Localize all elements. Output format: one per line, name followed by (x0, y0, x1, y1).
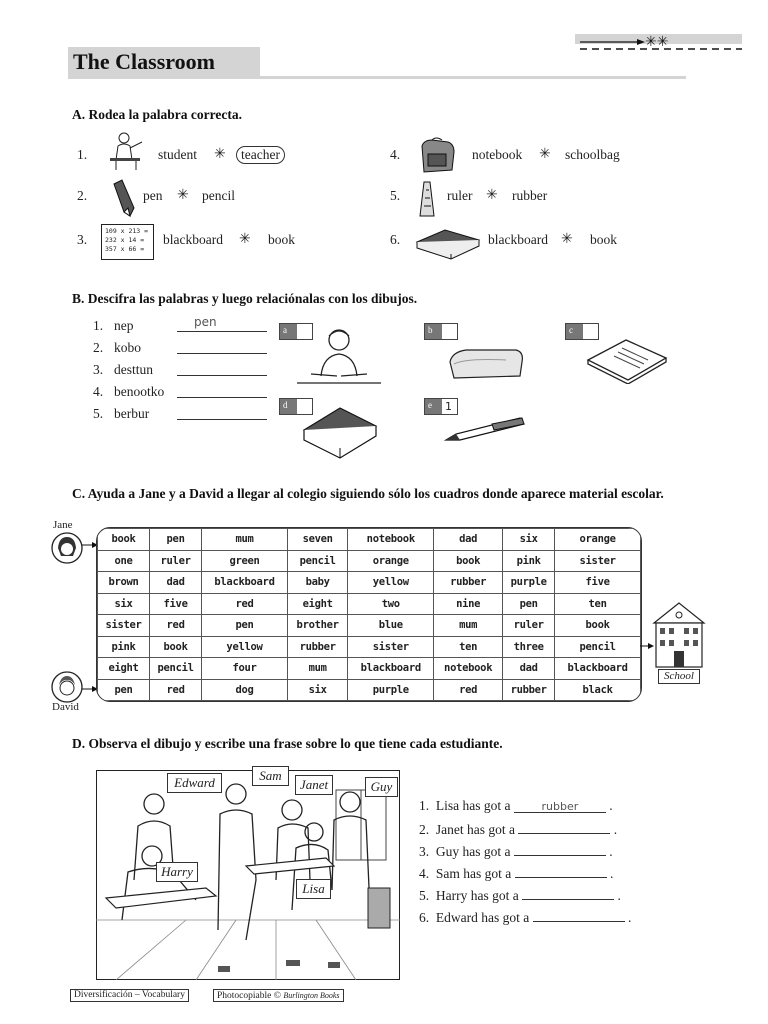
letter-box-b[interactable] (424, 323, 458, 340)
maze-cell[interactable]: blue (348, 615, 434, 637)
letter-box-d-letter: d (280, 399, 297, 414)
maze-cell[interactable]: pink (503, 550, 555, 572)
maze-cell[interactable]: mum (434, 615, 503, 637)
d-sentence-4-text: Sam has got a (435, 866, 512, 881)
b-item-3-number: 3. (93, 362, 104, 377)
d-sentence-3 (419, 843, 613, 860)
maze-cell[interactable]: red (434, 679, 503, 701)
footer-copyright: Photocopiable © (217, 991, 281, 1001)
section-c-title: C. Ayuda a Jane y a David a llegar al colegio siguiendo sólo los cuadros donde aparece material escolar. (72, 486, 664, 501)
a-item-6-word-1[interactable]: blackboard (488, 232, 548, 247)
maze-cell[interactable]: green (202, 550, 288, 572)
d-sentence-1 (419, 798, 613, 814)
d-sentence-6-end: . (627, 910, 632, 925)
b-item-2-word: kobo (114, 340, 141, 355)
maze-cell[interactable]: pen (150, 529, 202, 551)
maze-cell[interactable]: book (434, 550, 503, 572)
student-picture (297, 326, 381, 386)
d-sentence-2-end: . (613, 822, 618, 837)
maze-row (98, 593, 641, 615)
d-sentence-1-answer[interactable]: rubber (514, 800, 606, 813)
maze-cell[interactable]: pen (98, 679, 150, 701)
letter-box-b-value (442, 324, 457, 339)
decorative-arrow-bar (575, 34, 742, 52)
maze-cell[interactable]: notebook (348, 529, 434, 551)
maze-cell[interactable]: purple (348, 679, 434, 701)
page-title-box (68, 47, 260, 79)
maze-cell[interactable]: book (98, 529, 150, 551)
name-tag-janet: Janet (295, 775, 333, 795)
maze-cell[interactable]: yellow (202, 636, 288, 658)
board-line-2: 232 x 14 = (105, 236, 145, 244)
maze-cell[interactable]: rubber (434, 572, 503, 594)
d-sentence-6-text: Edward has got a (435, 910, 530, 925)
goal-label-school: School (658, 669, 700, 684)
start-label-jane: Jane (53, 519, 73, 531)
maze-cell[interactable]: red (202, 593, 288, 615)
maze-cell[interactable]: ten (555, 593, 641, 615)
a-item-5-word-1[interactable]: ruler (447, 188, 473, 203)
b-item-3-answer-line[interactable] (177, 362, 267, 376)
a-item-5-word-2[interactable]: rubber (512, 188, 548, 203)
maze-table (97, 528, 641, 701)
maze-cell[interactable]: nine (434, 593, 503, 615)
board-line-3: 357 x 66 = (105, 245, 145, 253)
notebook-picture (586, 338, 668, 384)
maze-cell[interactable]: book (555, 615, 641, 637)
d-sentence-3-text: Guy has got a (435, 844, 511, 859)
star-icon: ✳ (239, 232, 251, 247)
maze-cell[interactable]: eight (98, 658, 150, 680)
letter-box-b-letter: b (425, 324, 442, 339)
maze-cell[interactable]: six (98, 593, 150, 615)
maze-cell[interactable]: pencil (287, 550, 347, 572)
maze-cell[interactable]: brother (287, 615, 347, 637)
schoolbag-picture (414, 136, 460, 176)
name-tag-edward: Edward (167, 773, 222, 793)
maze-cell[interactable]: dad (503, 658, 555, 680)
pen-picture (442, 414, 526, 444)
maze-cell[interactable]: pencil (555, 636, 641, 658)
b-item-2-number: 2. (93, 340, 104, 355)
b-item-1-word: nep (114, 318, 134, 333)
rubber-picture (446, 346, 526, 382)
name-tag-guy: Guy (365, 777, 398, 797)
maze-cell[interactable]: ten (434, 636, 503, 658)
maze-cell[interactable]: baby (287, 572, 347, 594)
maze-row (98, 679, 641, 701)
d-sentence-4-number: 4. (419, 866, 430, 881)
david-avatar (51, 671, 83, 703)
d-sentence-2-answer[interactable] (518, 821, 610, 834)
d-sentence-2 (419, 821, 617, 838)
a-item-3-word-1[interactable]: blackboard (163, 232, 223, 247)
maze-cell[interactable]: blackboard (348, 658, 434, 680)
d-sentence-5-number: 5. (419, 888, 430, 903)
maze-cell[interactable]: eight (287, 593, 347, 615)
d-sentence-4-end: . (610, 866, 614, 881)
b-item-5-answer-line[interactable] (177, 406, 267, 420)
d-sentence-3-answer[interactable] (514, 843, 606, 856)
page-title: The Classroom (73, 49, 215, 74)
d-sentence-4-answer[interactable] (515, 865, 607, 878)
d-sentence-5 (419, 887, 621, 904)
name-tag-lisa: Lisa (296, 879, 331, 899)
a-item-2-word-2[interactable]: pencil (202, 188, 235, 203)
maze-cell[interactable]: book (150, 636, 202, 658)
pencil-picture (110, 178, 138, 218)
d-sentence-5-end: . (617, 888, 621, 903)
maze-cell[interactable]: red (150, 679, 202, 701)
maze-cell[interactable]: dog (202, 679, 288, 701)
d-sentence-6-answer[interactable] (533, 909, 625, 922)
maze-cell[interactable]: sister (348, 636, 434, 658)
maze-cell[interactable]: sister (555, 550, 641, 572)
letter-box-e[interactable] (424, 398, 458, 415)
star-icon: ✳ (214, 147, 226, 162)
a-item-4-word-1[interactable]: notebook (472, 147, 523, 162)
word-maze-grid (96, 527, 642, 702)
title-rule (260, 76, 686, 79)
maze-cell[interactable]: ruler (503, 615, 555, 637)
b-item-1-number: 1. (93, 318, 104, 333)
maze-cell[interactable]: yellow (348, 572, 434, 594)
maze-cell[interactable]: five (555, 572, 641, 594)
star-icon: ✳ (539, 147, 551, 162)
section-b-title: B. Descifra las palabras y luego relaciónalas con los dibujos. (72, 291, 418, 306)
blackboard-picture (101, 224, 154, 260)
d-sentence-2-text: Janet has got a (435, 822, 515, 837)
ruler-picture (418, 180, 436, 220)
d-sentence-1-number: 1. (419, 798, 430, 813)
star-icon: ✳ (561, 232, 573, 247)
b-item-3-word: desttun (114, 362, 153, 377)
a-item-2-word-1[interactable]: pen (143, 188, 163, 203)
maze-cell[interactable]: five (150, 593, 202, 615)
maze-cell[interactable]: six (503, 529, 555, 551)
maze-cell[interactable]: notebook (434, 658, 503, 680)
maze-cell[interactable]: brown (98, 572, 150, 594)
maze-cell[interactable]: blackboard (555, 658, 641, 680)
maze-cell[interactable]: mum (202, 529, 288, 551)
start-label-david: David (52, 701, 79, 713)
d-sentence-3-number: 3. (419, 844, 430, 859)
footer-brand: Burlington Books (283, 991, 340, 1000)
a-item-2-number: 2. (77, 188, 88, 203)
a-item-4-word-2[interactable]: schoolbag (565, 147, 620, 162)
maze-cell[interactable]: blackboard (202, 572, 288, 594)
d-sentence-5-text: Harry has got a (435, 888, 519, 903)
a-item-1-word-1[interactable]: student (158, 147, 197, 162)
school-building-picture (648, 601, 710, 669)
maze-cell[interactable]: mum (287, 658, 347, 680)
maze-cell[interactable]: rubber (287, 636, 347, 658)
a-item-5-number: 5. (390, 188, 401, 203)
d-sentence-3-end: . (609, 844, 613, 859)
footer-right-label (213, 989, 344, 1002)
name-tag-harry: Harry (156, 862, 198, 882)
maze-cell[interactable]: red (150, 615, 202, 637)
a-item-4-number: 4. (390, 147, 401, 162)
jane-avatar (51, 532, 83, 564)
maze-row (98, 572, 641, 594)
star-icon: ✳ (486, 188, 498, 203)
maze-cell[interactable]: three (503, 636, 555, 658)
section-d-title: D. Observa el dibujo y escribe una frase sobre lo que tiene cada estudiante. (72, 736, 503, 751)
maze-cell[interactable]: one (98, 550, 150, 572)
maze-cell[interactable]: sister (98, 615, 150, 637)
maze-cell[interactable]: dad (150, 572, 202, 594)
maze-cell[interactable]: ruler (150, 550, 202, 572)
section-a-title: A. Rodea la palabra correcta. (72, 107, 242, 122)
d-sentence-5-answer[interactable] (522, 887, 614, 900)
d-sentence-6 (419, 909, 631, 926)
book-picture-b (300, 404, 380, 460)
classroom-illustration (96, 770, 400, 980)
b-item-4-answer-line[interactable] (177, 384, 267, 398)
maze-cell[interactable]: pen (503, 593, 555, 615)
b-item-1-answer-line[interactable] (177, 318, 267, 332)
maze-cell[interactable]: pen (202, 615, 288, 637)
maze-cell[interactable]: pink (98, 636, 150, 658)
maze-cell[interactable]: orange (348, 550, 434, 572)
maze-cell[interactable]: two (348, 593, 434, 615)
maze-cell[interactable]: dad (434, 529, 503, 551)
d-sentence-1-end: . (609, 798, 613, 813)
a-item-3-number: 3. (77, 232, 88, 247)
a-item-1-word-2-circled[interactable]: teacher (236, 146, 285, 164)
book-picture (413, 226, 483, 260)
letter-box-c-letter: c (566, 324, 583, 339)
b-item-2-answer-line[interactable] (177, 340, 267, 354)
b-item-4-word: benootko (114, 384, 165, 399)
maze-cell[interactable]: six (287, 679, 347, 701)
a-item-6-word-2[interactable]: book (590, 232, 617, 247)
maze-row (98, 615, 641, 637)
b-item-5-number: 5. (93, 406, 104, 421)
b-item-4-number: 4. (93, 384, 104, 399)
star-icon: ✳ (177, 188, 189, 203)
teacher-picture (108, 130, 152, 172)
letter-box-c-value (583, 324, 598, 339)
maze-cell[interactable]: seven (287, 529, 347, 551)
b-item-1-answer: pen (194, 315, 217, 329)
footer-left-label: Diversificación – Vocabulary (70, 989, 189, 1002)
maze-cell[interactable]: rubber (503, 679, 555, 701)
maze-row (98, 658, 641, 680)
letter-box-a-letter: a (280, 324, 297, 339)
maze-row (98, 529, 641, 551)
letter-box-e-letter: e (425, 399, 442, 414)
maze-cell[interactable]: purple (503, 572, 555, 594)
maze-row (98, 550, 641, 572)
d-sentence-4 (419, 865, 613, 882)
b-item-5-word: berbur (114, 406, 150, 421)
a-item-3-word-2[interactable]: book (268, 232, 295, 247)
maze-cell[interactable]: pencil (150, 658, 202, 680)
a-item-1-number: 1. (77, 147, 88, 162)
maze-cell[interactable]: black (555, 679, 641, 701)
svg-text:✳✳: ✳✳ (645, 34, 669, 50)
board-line-1: 109 x 213 = (105, 227, 149, 235)
maze-cell[interactable]: orange (555, 529, 641, 551)
name-tag-sam: Sam (252, 766, 289, 786)
letter-box-e-value: 1 (445, 400, 452, 413)
d-sentence-1-text: Lisa has got a (435, 798, 511, 813)
a-item-6-number: 6. (390, 232, 401, 247)
maze-cell[interactable]: four (202, 658, 288, 680)
d-sentence-2-number: 2. (419, 822, 430, 837)
maze-row (98, 636, 641, 658)
d-sentence-6-number: 6. (419, 910, 430, 925)
